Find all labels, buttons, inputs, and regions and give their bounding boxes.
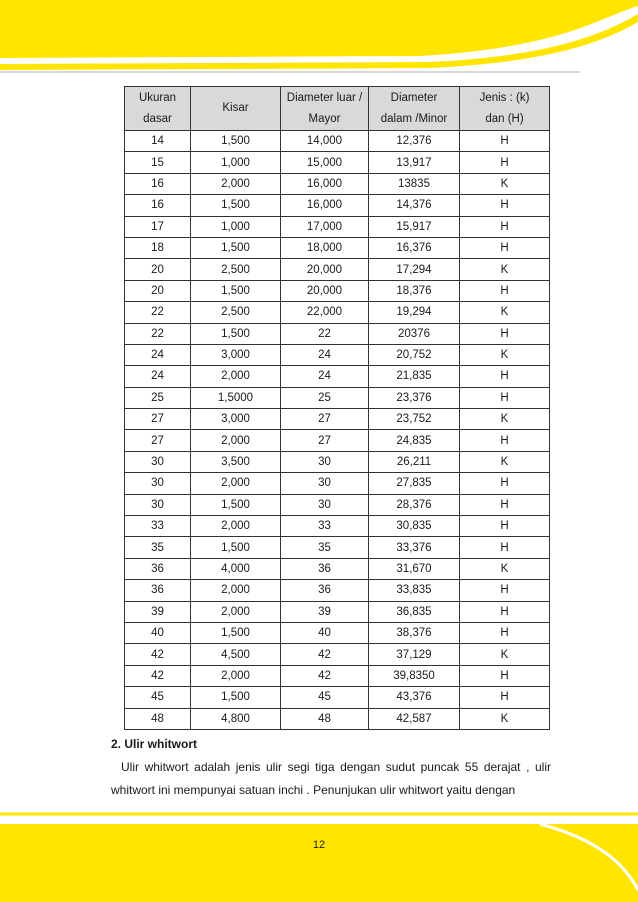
- table-cell: H: [460, 152, 550, 173]
- table-cell: K: [460, 344, 550, 365]
- table-cell: H: [460, 537, 550, 558]
- table-row: [125, 601, 550, 622]
- table-cell: 2,000: [191, 173, 281, 194]
- table-cell: H: [460, 687, 550, 708]
- table-cell: 18,376: [369, 280, 460, 301]
- table-row: [125, 451, 550, 472]
- table-cell: 17: [125, 216, 191, 237]
- table-cell: 14,000: [281, 131, 369, 152]
- table-row: [125, 494, 550, 515]
- column-header: [460, 87, 550, 131]
- table-cell: 30: [125, 473, 191, 494]
- table-cell: K: [460, 259, 550, 280]
- table-cell: K: [460, 173, 550, 194]
- thread-size-table: [124, 86, 550, 730]
- table-cell: 16,376: [369, 237, 460, 258]
- footer-decoration: [0, 810, 638, 902]
- table-cell: 24: [125, 344, 191, 365]
- header-decoration: [0, 0, 638, 80]
- table-cell: 1,5000: [191, 387, 281, 408]
- column-header: [125, 87, 191, 131]
- table-cell: 48: [125, 708, 191, 729]
- table-header-row: [125, 87, 550, 131]
- table-cell: 42: [281, 665, 369, 686]
- table-row: [125, 558, 550, 579]
- table-cell: H: [460, 430, 550, 451]
- table-cell: 1,500: [191, 537, 281, 558]
- table-row: [125, 409, 550, 430]
- table-cell: 23,752: [369, 409, 460, 430]
- table-cell: 37,129: [369, 644, 460, 665]
- table-cell: H: [460, 216, 550, 237]
- table-cell: 42: [281, 644, 369, 665]
- table-cell: 2,500: [191, 302, 281, 323]
- table-cell: 30: [125, 494, 191, 515]
- section-paragraph: Ulir whitwort adalah jenis ulir segi tiga dengan sudut puncak 55 derajat , ulir whitwort ini mempunyai satuan inchi . Penunjukan ulir whitwort yaitu dengan: [111, 760, 551, 797]
- table-cell: 20,000: [281, 259, 369, 280]
- table-cell: 27: [125, 430, 191, 451]
- table-cell: 48: [281, 708, 369, 729]
- table-row: [125, 580, 550, 601]
- table-row: [125, 344, 550, 365]
- table-cell: 1,500: [191, 195, 281, 216]
- table-cell: 2,000: [191, 473, 281, 494]
- table-cell: 22: [125, 302, 191, 323]
- table-cell: 35: [125, 537, 191, 558]
- table-cell: 20,000: [281, 280, 369, 301]
- column-header-line1: Ukuran: [138, 91, 177, 104]
- table-cell: 27: [125, 409, 191, 430]
- table-cell: H: [460, 665, 550, 686]
- table-cell: H: [460, 473, 550, 494]
- table-cell: 2,000: [191, 366, 281, 387]
- table-cell: 30: [125, 451, 191, 472]
- whitwort-section: [111, 736, 551, 802]
- table-cell: 21,835: [369, 366, 460, 387]
- table-cell: 4,500: [191, 644, 281, 665]
- table-cell: 42: [125, 665, 191, 686]
- table-cell: H: [460, 323, 550, 344]
- table-cell: 1,500: [191, 687, 281, 708]
- column-header-line2: Mayor: [308, 112, 341, 125]
- table-cell: H: [460, 516, 550, 537]
- table-cell: 25: [125, 387, 191, 408]
- table-cell: H: [460, 580, 550, 601]
- table-cell: 22: [125, 323, 191, 344]
- column-header-line2: dalam /Minor: [380, 112, 448, 125]
- table-row: [125, 302, 550, 323]
- table-row: [125, 366, 550, 387]
- table-cell: 1,000: [191, 216, 281, 237]
- table-cell: 16: [125, 195, 191, 216]
- table-cell: 36: [125, 580, 191, 601]
- table-row: [125, 173, 550, 194]
- table-cell: K: [460, 409, 550, 430]
- table-cell: 33,376: [369, 537, 460, 558]
- table-cell: 27: [281, 409, 369, 430]
- table-cell: 45: [125, 687, 191, 708]
- table-cell: 1,500: [191, 494, 281, 515]
- table-cell: 22: [281, 323, 369, 344]
- table-row: [125, 237, 550, 258]
- column-header-line2: dan (H): [485, 112, 524, 125]
- column-header-line1: Diameter: [390, 91, 438, 104]
- table-row: [125, 195, 550, 216]
- table-cell: H: [460, 387, 550, 408]
- table-cell: 20,752: [369, 344, 460, 365]
- table-cell: 30,835: [369, 516, 460, 537]
- table-cell: 22,000: [281, 302, 369, 323]
- table-row: [125, 323, 550, 344]
- table-cell: 3,000: [191, 409, 281, 430]
- table-cell: 28,376: [369, 494, 460, 515]
- table-cell: 18,000: [281, 237, 369, 258]
- table-row: [125, 280, 550, 301]
- table-row: [125, 216, 550, 237]
- table-row: [125, 259, 550, 280]
- table-row: [125, 131, 550, 152]
- table-cell: 2,000: [191, 665, 281, 686]
- table-cell: 15,917: [369, 216, 460, 237]
- table-cell: 25: [281, 387, 369, 408]
- table-row: [125, 687, 550, 708]
- table-cell: K: [460, 708, 550, 729]
- table-cell: 2,500: [191, 259, 281, 280]
- page-number: 12: [312, 839, 326, 851]
- table-cell: 1,000: [191, 152, 281, 173]
- table-cell: 15: [125, 152, 191, 173]
- table-row: [125, 473, 550, 494]
- table-cell: K: [460, 644, 550, 665]
- table-cell: 42,587: [369, 708, 460, 729]
- table-cell: 1,500: [191, 280, 281, 301]
- table-cell: 16: [125, 173, 191, 194]
- table-cell: 30: [281, 451, 369, 472]
- table-cell: 33: [281, 516, 369, 537]
- table-cell: 17,294: [369, 259, 460, 280]
- table-cell: K: [460, 451, 550, 472]
- table-row: [125, 622, 550, 643]
- table-cell: 24: [281, 344, 369, 365]
- table-cell: 20: [125, 259, 191, 280]
- section-heading: 2. Ulir whitwort: [111, 737, 198, 751]
- table-cell: H: [460, 366, 550, 387]
- table-cell: 19,294: [369, 302, 460, 323]
- table-cell: 27,835: [369, 473, 460, 494]
- table-cell: 4,000: [191, 558, 281, 579]
- table-cell: K: [460, 558, 550, 579]
- table-cell: 36,835: [369, 601, 460, 622]
- table-cell: 36: [281, 558, 369, 579]
- table-cell: H: [460, 237, 550, 258]
- column-header-line1: Kisar: [222, 102, 249, 114]
- table-cell: 2,000: [191, 601, 281, 622]
- table-cell: 13,917: [369, 152, 460, 173]
- thread-size-table-container: [124, 86, 549, 730]
- table-cell: H: [460, 280, 550, 301]
- table-cell: 31,670: [369, 558, 460, 579]
- table-cell: 24: [281, 366, 369, 387]
- table-cell: 1,500: [191, 237, 281, 258]
- table-cell: 30: [281, 494, 369, 515]
- table-row: [125, 665, 550, 686]
- column-header-line2: dasar: [143, 112, 172, 125]
- table-cell: 2,000: [191, 580, 281, 601]
- table-row: [125, 516, 550, 537]
- table-cell: H: [460, 195, 550, 216]
- table-row: [125, 644, 550, 665]
- table-cell: 43,376: [369, 687, 460, 708]
- table-cell: 20376: [369, 323, 460, 344]
- table-cell: 1,500: [191, 622, 281, 643]
- table-cell: 35: [281, 537, 369, 558]
- table-cell: 33: [125, 516, 191, 537]
- table-cell: 30: [281, 473, 369, 494]
- column-header-line1: Diameter luar /: [286, 91, 363, 104]
- column-header: [281, 87, 369, 131]
- table-cell: 27: [281, 430, 369, 451]
- table-cell: 13835: [369, 173, 460, 194]
- table-cell: 23,376: [369, 387, 460, 408]
- table-cell: 26,211: [369, 451, 460, 472]
- table-cell: 2,000: [191, 430, 281, 451]
- table-cell: 24: [125, 366, 191, 387]
- table-cell: 2,000: [191, 516, 281, 537]
- table-cell: 18: [125, 237, 191, 258]
- table-cell: 33,835: [369, 580, 460, 601]
- column-header: [191, 87, 281, 131]
- column-header: [369, 87, 460, 131]
- table-cell: H: [460, 601, 550, 622]
- table-cell: 14,376: [369, 195, 460, 216]
- table-cell: 36: [125, 558, 191, 579]
- table-cell: 39: [281, 601, 369, 622]
- table-cell: 40: [281, 622, 369, 643]
- table-cell: H: [460, 131, 550, 152]
- column-header-line1: Jenis : (k): [479, 91, 530, 104]
- table-cell: 3,000: [191, 344, 281, 365]
- table-cell: 12,376: [369, 131, 460, 152]
- table-cell: 39,8350: [369, 665, 460, 686]
- table-cell: 45: [281, 687, 369, 708]
- table-cell: 17,000: [281, 216, 369, 237]
- table-row: [125, 708, 550, 729]
- table-cell: H: [460, 494, 550, 515]
- table-cell: 1,500: [191, 323, 281, 344]
- table-cell: 39: [125, 601, 191, 622]
- table-cell: 15,000: [281, 152, 369, 173]
- table-cell: 16,000: [281, 173, 369, 194]
- table-cell: 16,000: [281, 195, 369, 216]
- table-cell: K: [460, 302, 550, 323]
- table-row: [125, 387, 550, 408]
- table-cell: 3,500: [191, 451, 281, 472]
- table-row: [125, 152, 550, 173]
- table-row: [125, 537, 550, 558]
- table-cell: 38,376: [369, 622, 460, 643]
- table-row: [125, 430, 550, 451]
- table-cell: 36: [281, 580, 369, 601]
- table-cell: 40: [125, 622, 191, 643]
- table-body: [125, 131, 550, 730]
- table-cell: 24,835: [369, 430, 460, 451]
- table-cell: 4,800: [191, 708, 281, 729]
- table-cell: 20: [125, 280, 191, 301]
- table-cell: H: [460, 622, 550, 643]
- table-cell: 42: [125, 644, 191, 665]
- table-cell: 14: [125, 131, 191, 152]
- table-cell: 1,500: [191, 131, 281, 152]
